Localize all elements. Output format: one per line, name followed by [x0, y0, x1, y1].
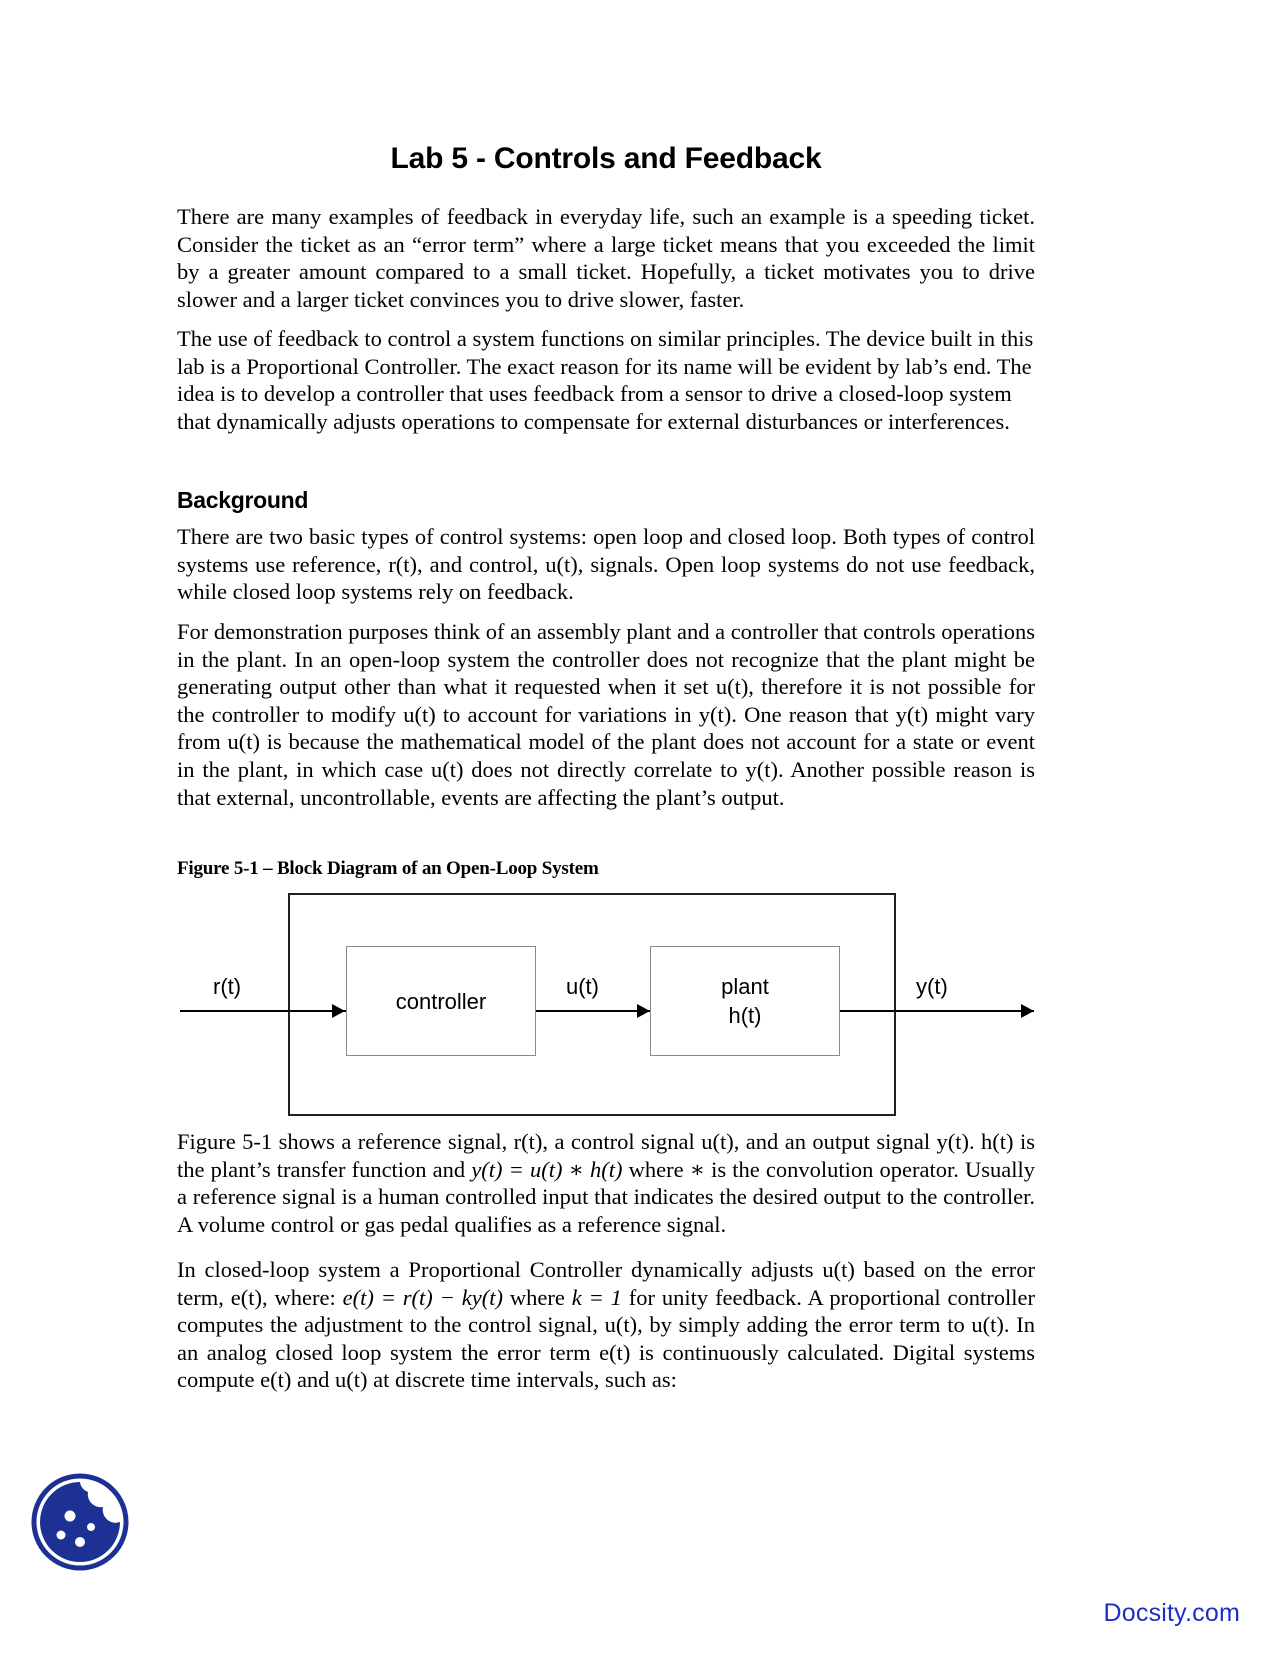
block-plant: [650, 946, 840, 1056]
block-controller: [346, 946, 536, 1056]
figure-caption-5-1: Figure 5-1 – Block Diagram of an Open-Loop System: [177, 858, 599, 879]
block-controller-label: controller: [395, 988, 487, 1014]
equation-convolution: y(t) = u(t) ∗ h(t): [471, 1156, 623, 1182]
paragraph-closed-loop: [177, 1256, 1035, 1394]
closed-loop-text-a: In closed-loop system a Proportional Controller dynamically adjusts u(t) based on the error term, e(t), where:: [177, 1257, 1035, 1310]
signal-wire-reference: [180, 1010, 346, 1012]
figure-explain-text-a: Figure 5-1 shows a reference signal, r(t), a control signal u(t), and an output signal y(t). h(t) is the plant’s transfer function and: [177, 1129, 1035, 1182]
paragraph-intro-1: There are many examples of feedback in everyday life, such an example is a speeding ticket. Consider the ticket as an “error term” where a large ticket means that you exceeded the limit by a greater amount compared to a small ticket. Hopefully, a ticket motivates you to drive slower and a larger ticket convinces you to drive slower, faster.: [177, 204, 1035, 312]
signal-label-control: u(t): [566, 974, 599, 999]
equation-unity-gain: k = 1: [571, 1284, 622, 1310]
paragraph-background-2: For demonstration purposes think of an assembly plant and a controller that controls operations in the plant. In an open-loop system the controller does not recognize that the plant might be generating output other than what it requested when it set u(t), therefore it is not possible for the controller to modify u(t) to account for variations in y(t). One reason that y(t) might vary from u(t) is because the mathematical model of the plant does not account for a state or event in the plant, in which case u(t) does not directly correlate to y(t). Another possible reason is that external, uncontrollable, events are affecting the plant’s output.: [177, 619, 1035, 810]
signal-label-output: y(t): [916, 974, 948, 999]
block-plant-transfer-function: h(t): [728, 1003, 762, 1028]
docsity-site-label[interactable]: Docsity.com: [1103, 1599, 1240, 1627]
signal-label-reference: r(t): [213, 974, 242, 999]
equation-error-term: e(t) = r(t) − ky(t): [342, 1284, 503, 1310]
docsity-logo: [30, 1472, 130, 1572]
paragraph-background-1: There are two basic types of control systems: open loop and closed loop. Both types of control systems use reference, r(t), and control, u(t), signals. Open loop systems do not use feedback, while closed loop systems rely on feedback.: [177, 524, 1035, 605]
signal-wire-control: [536, 1010, 650, 1012]
arrowhead-output: [1021, 1004, 1034, 1018]
page-title: Lab 5 - Controls and Feedback: [390, 142, 822, 175]
paragraph-figure-explanation: [177, 1128, 1035, 1238]
arrowhead-into-controller: [332, 1004, 345, 1018]
figure-5-1-block-diagram: [110, 884, 948, 1124]
arrowhead-into-plant: [637, 1004, 650, 1018]
section-heading-background: Background: [177, 487, 309, 513]
closed-loop-text-mid: where: [502, 1284, 572, 1310]
block-plant-label: plant: [721, 974, 769, 999]
signal-wire-output: [840, 1010, 1034, 1012]
paragraph-intro-2: The use of feedback to control a system functions on similar principles. The device built in this lab is a Proportional Controller. The exact reason for its name will be evident by lab’s end. The idea is to develop a controller that uses feedback from a sensor to drive a closed-loop system that dynamically adjusts operations to compensate for external disturbances or interferences.: [177, 326, 1034, 434]
figure-explain-text-b: where ∗ is the convolution operator. Usually a reference signal is a human controlled input that indicates the desired output to the controller. A volume control or gas pedal qualifies as a reference signal.: [177, 1156, 1035, 1237]
closed-loop-text-b: for unity feedback. A proportional controller computes the adjustment to the control signal, u(t), by simply adding the error term to u(t). In an analog closed loop system the error term e(t) is continuously calculated. Digital systems compute e(t) and u(t) at discrete time intervals, such as:: [177, 1284, 1035, 1393]
